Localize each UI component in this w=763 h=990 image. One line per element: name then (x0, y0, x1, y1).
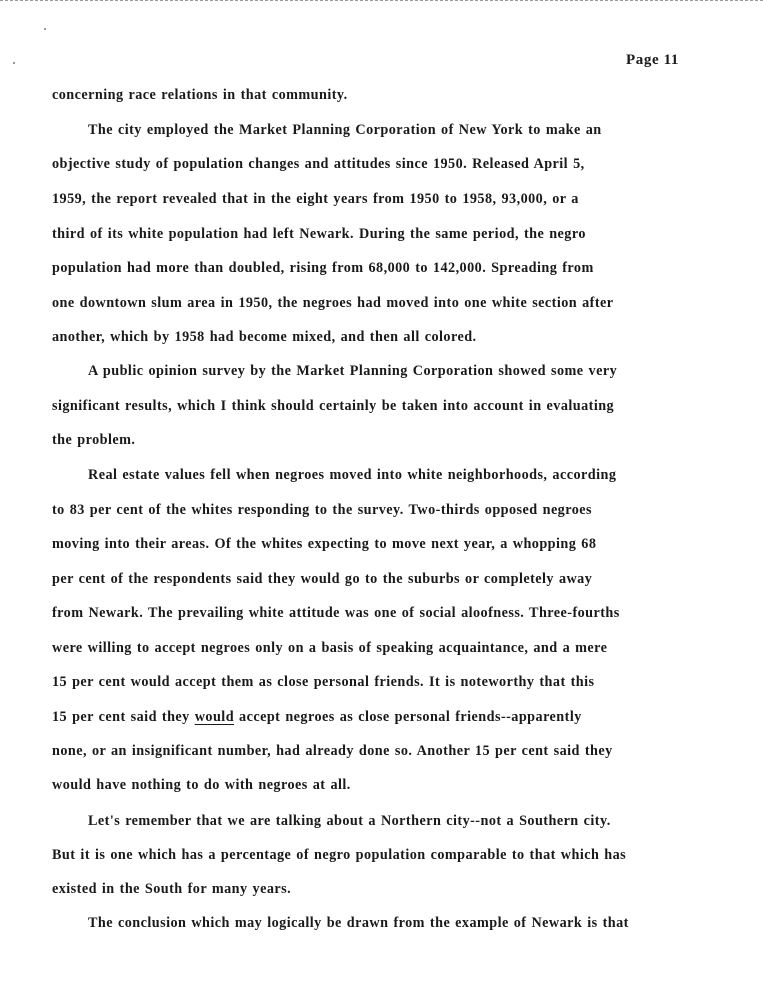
text-line: objective study of population changes and attitudes since 1950. Released April 5, (52, 156, 585, 172)
scan-speck (13, 62, 15, 64)
page-top-border (0, 0, 763, 1)
text-line: to 83 per cent of the whites responding to the survey. Two-thirds opposed negroes (52, 502, 592, 518)
text-line: one downtown slum area in 1950, the negroes had moved into one white section after (52, 295, 614, 311)
paragraph-first-line: The conclusion which may logically be drawn from the example of Newark is that (88, 915, 629, 931)
text-line: significant results, which I think should certainly be taken into account in evaluating (52, 398, 615, 414)
paragraph-first-line: A public opinion survey by the Market Planning Corporation showed some very (88, 363, 618, 379)
paragraph-first-line: Real estate values fell when negroes moved into white neighborhoods, according (88, 467, 617, 483)
underlined-word: would (194, 709, 235, 725)
text-line: moving into their areas. Of the whites expecting to move next year, a whopping 68 (52, 536, 597, 552)
text-line: population had more than doubled, rising from 68,000 to 142,000. Spreading from (52, 260, 594, 276)
text-line: from Newark. The prevailing white attitude was one of social aloofness. Three-fourths (52, 605, 620, 621)
text-line: third of its white population had left Newark. During the same period, the negro (52, 226, 586, 242)
text-line: 15 per cent said they would accept negroes as close personal friends--apparently (52, 709, 582, 725)
text-line: the problem. (52, 432, 136, 448)
paragraph-first-line: The city employed the Market Planning Corporation of New York to make an (88, 122, 602, 138)
text-line: per cent of the respondents said they would go to the suburbs or completely away (52, 571, 593, 587)
text-line: 15 per cent would accept them as close personal friends. It is noteworthy that this (52, 674, 595, 690)
text-line: concerning race relations in that community. (52, 87, 348, 103)
text-line: none, or an insignificant number, had already done so. Another 15 per cent said they (52, 743, 613, 759)
scan-speck (44, 28, 46, 30)
paragraph-first-line: Let's remember that we are talking about a Northern city--not a Southern city. (88, 813, 611, 829)
text-line: were willing to accept negroes only on a basis of speaking acquaintance, and a mere (52, 640, 608, 656)
text-line: another, which by 1958 had become mixed, and then all colored. (52, 329, 477, 345)
text-line: existed in the South for many years. (52, 881, 292, 897)
text-line: But it is one which has a percentage of negro population comparable to that which has (52, 847, 627, 863)
text-line: 1959, the report revealed that in the eight years from 1950 to 1958, 93,000, or a (52, 191, 579, 207)
text-line: would have nothing to do with negroes at all. (52, 777, 351, 793)
page-number: Page 11 (626, 52, 679, 68)
